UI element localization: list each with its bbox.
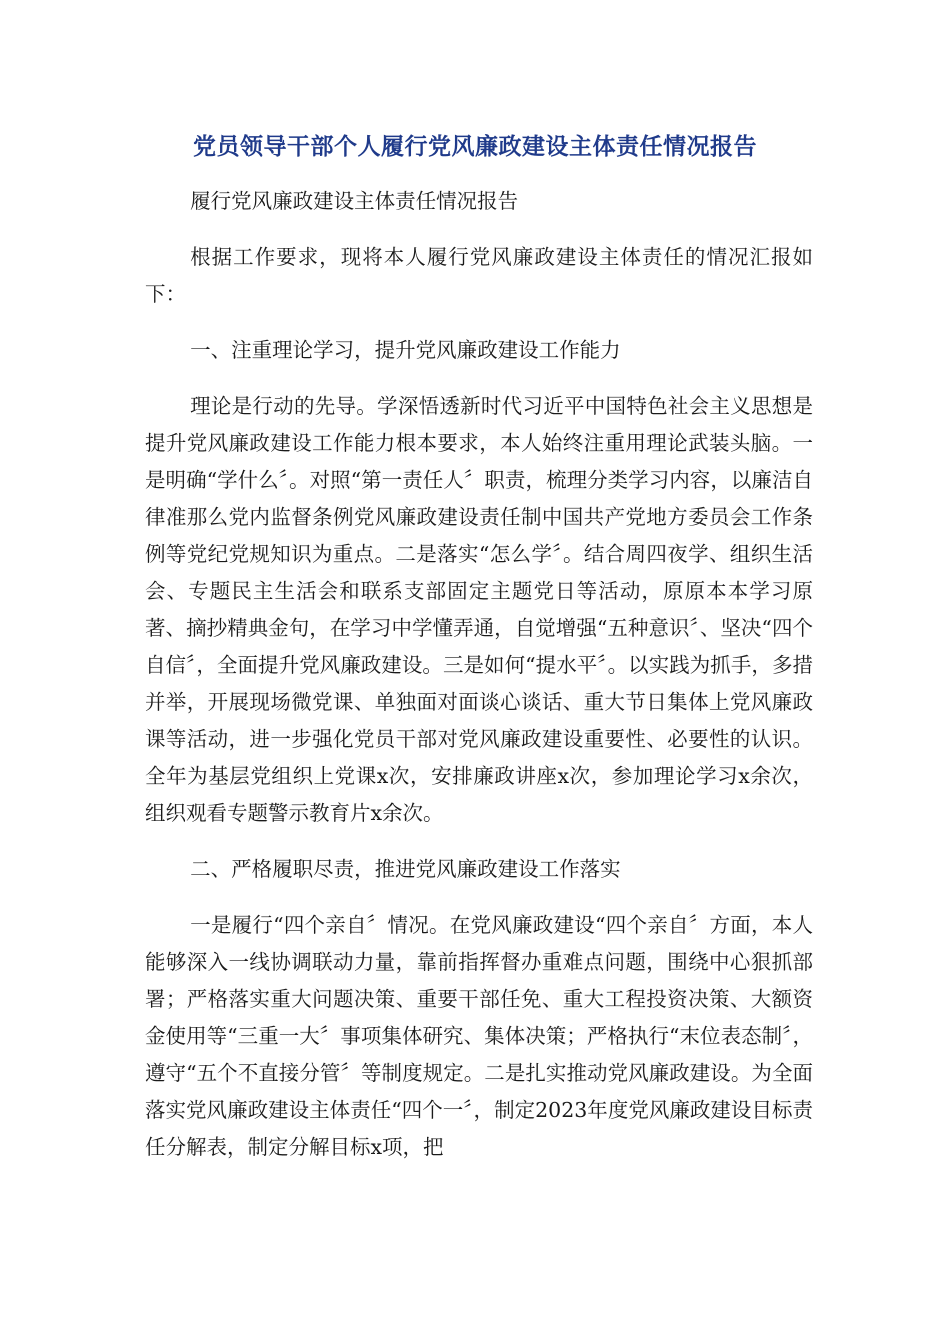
intro-paragraph: 根据工作要求，现将本人履行党风廉政建设主体责任的情况汇报如下： [145, 245, 813, 306]
document-subtitle: 履行党风廉政建设主体责任情况报告 [190, 189, 519, 213]
section-2-heading: 二、严格履职尽责，推进党风廉政建设工作落实 [190, 857, 621, 881]
section-1-heading: 一、注重理论学习，提升党风廉政建设工作能力 [190, 338, 621, 362]
document-body [145, 183, 813, 1185]
section-1-paragraph: 理论是行动的先导。学深悟透新时代习近平中国特色社会主义思想是提升党风廉政建设工作能力根本要求，本人始终注重用理论武装头脑。一是明确“学什么〞。对照“第一责任人〞职责，梳理分类学习内容，以廉洁自律准那么党内监督条例党风廉政建设责任制中国共产党地方委员会工作条例等党纪党规知识为重点。二是落实“怎么学〞。结合周四夜学、组织生活会、专题民主生活会和联系支部固定主题党日等活动，原原本本学习原著、摘抄精典金句，在学习中学懂弄通，自觉增强“五种意识〞、坚决“四个自信〞，全面提升党风廉政建设。三是如何“提水平〞。以实践为抓手，多措并举，开展现场微党课、单独面对面谈心谈话、重大节日集体上党风廉政课等活动，进一步强化党员干部对党风廉政建设重要性、必要性的认识。全年为基层党组织上党课x次，安排廉政讲座x次，参加理论学习x余次，组织观看专题警示教育片x余次。 [145, 394, 813, 825]
document-title: 党员领导干部个人履行党风廉政建设主体责任情况报告 [193, 134, 757, 160]
section-2-paragraph: 一是履行“四个亲自〞情况。在党风廉政建设“四个亲自〞方面，本人能够深入一线协调联动力量，靠前指挥督办重难点问题，围绕中心狠抓部署；严格落实重大问题决策、重要干部任免、重大工程投资决策、大额资金使用等“三重一大〞事项集体研究、集体决策；严格执行“末位表态制〞，遵守“五个不直接分管〞等制度规定。二是扎实推动党风廉政建设。为全面落实党风廉政建设主体责任“四个一〞，制定2023年度党风廉政建设目标责任分解表，制定分解目标x项，把 [145, 913, 813, 1159]
